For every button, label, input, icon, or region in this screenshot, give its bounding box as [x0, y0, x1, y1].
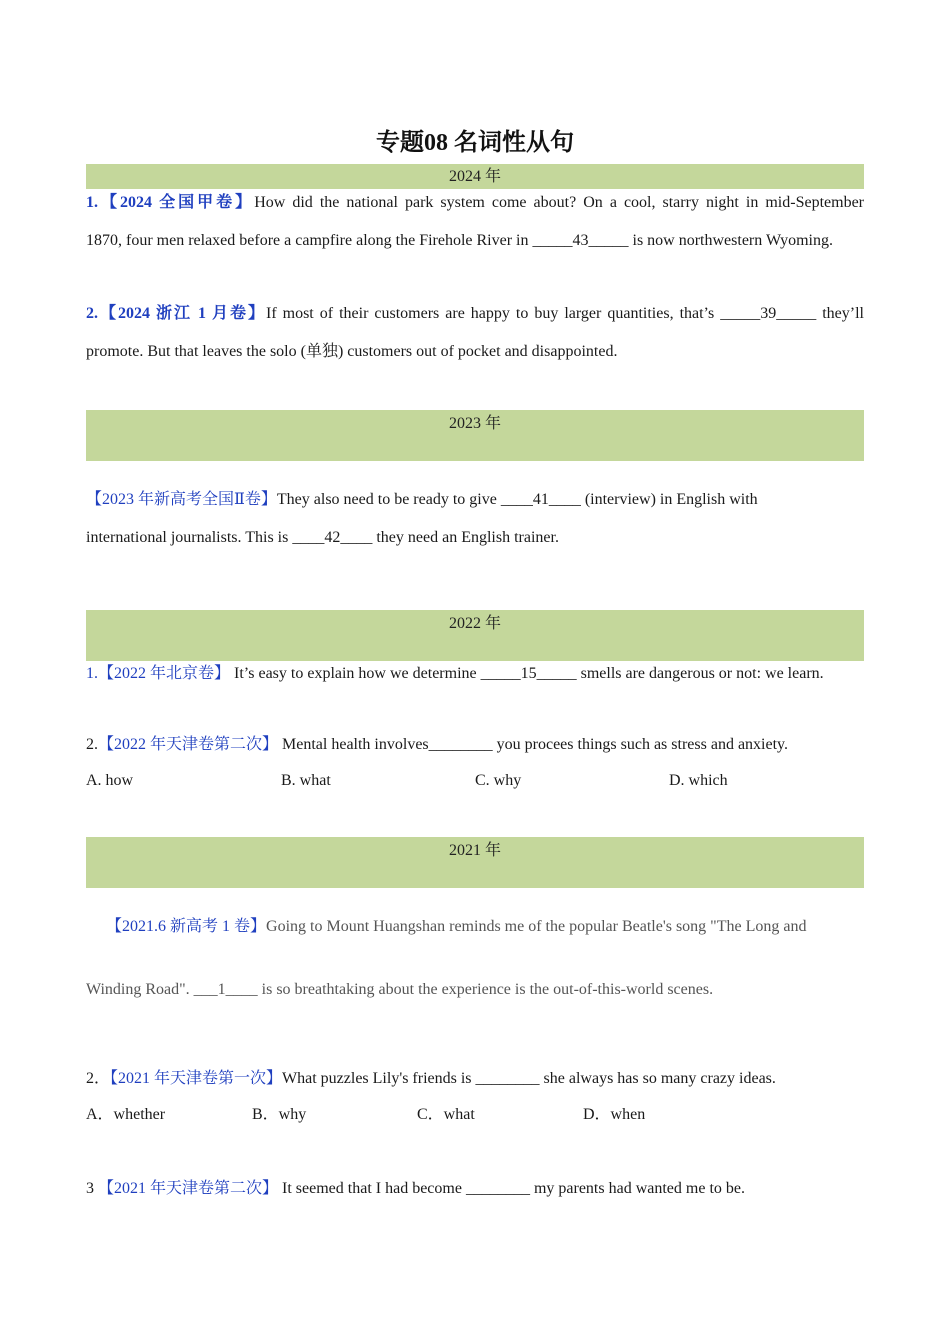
option-a: A. how	[86, 772, 134, 789]
question-text: they need an English trainer.	[372, 529, 559, 546]
question-source: 【2024 全国甲卷】	[98, 194, 255, 211]
question-2022-2	[86, 735, 864, 755]
question-text: It seemed that I had become ________ my parents had wanted me to be.	[278, 1180, 745, 1197]
question-2024-2-line-2	[86, 342, 864, 362]
year-label: 2021 年	[448, 842, 501, 859]
answer-blank: ____41____	[500, 491, 581, 508]
question-source: 【2024 浙江 1 月卷】	[98, 305, 266, 322]
option-a: A．whether	[86, 1106, 166, 1123]
answer-blank: _____15_____	[480, 665, 577, 682]
question-text: Mental health involves________ you procees things such as stress and anxiety.	[278, 736, 788, 753]
question-text: Going to Mount Huangshan reminds me of the popular Beatle's song "The Long and	[266, 918, 807, 935]
question-text: If most of their customers are happy to buy larger quantities, that’s	[265, 305, 721, 322]
question-2021-2	[86, 1069, 864, 1089]
question-2021-1-line-1	[106, 917, 864, 937]
question-source: 【2023 年新高考全国Ⅱ卷】	[86, 491, 277, 508]
question-number: 3	[86, 1180, 98, 1197]
question-text: Winding Road".	[86, 981, 194, 998]
year-band-2021	[86, 837, 864, 888]
question-text: How did the national park system come about? On a cool, starry night in mid-September	[254, 194, 864, 211]
answer-blank: ___1____	[193, 981, 258, 998]
question-2021-1-line-2	[86, 980, 864, 1000]
question-number: 1.	[86, 194, 98, 211]
option-d: D. which	[669, 772, 728, 789]
option-b: B．why	[252, 1106, 307, 1123]
question-2023-1-line-1	[86, 490, 864, 510]
question-source: 【2022 年天津卷第二次】	[98, 736, 279, 753]
question-2024-1-line-2	[86, 231, 864, 251]
question-text: they’ll	[816, 305, 864, 322]
year-band-2024	[86, 164, 864, 189]
question-text: is now northwestern Wyoming.	[628, 232, 833, 249]
question-2024-1-line-1	[86, 193, 864, 213]
question-2023-1-line-2	[86, 528, 864, 548]
question-2022-1	[86, 664, 864, 684]
question-number: 1.	[86, 665, 98, 682]
option-d: D．when	[583, 1106, 646, 1123]
question-number: 2.	[86, 305, 98, 322]
question-text: is so breathtaking about the experience is the out-of-this-world scenes.	[257, 981, 714, 998]
option-c: C. why	[475, 772, 522, 789]
option-b: B. what	[281, 772, 331, 789]
question-2021-3	[86, 1179, 864, 1199]
question-text: 1870, four men relaxed before a campfire along the Firehole River in	[86, 232, 533, 249]
year-label: 2022 年	[448, 615, 501, 632]
question-text: promote. But that leaves the solo (单独) customers out of pocket and disappointed.	[86, 343, 618, 360]
year-band-2022	[86, 610, 864, 661]
question-text: smells are dangerous or not: we learn.	[576, 665, 824, 682]
year-band-2023	[86, 410, 864, 461]
question-number: 2.	[86, 736, 98, 753]
answer-blank: _____43_____	[532, 232, 629, 249]
question-text: (interview) in English with	[580, 491, 758, 508]
question-source: 【2021 年天津卷第二次】	[98, 1180, 279, 1197]
year-label: 2024 年	[448, 168, 501, 185]
question-source: 【2022 年北京卷】	[98, 665, 231, 682]
question-source: 【2021 年天津卷第一次】	[110, 1070, 283, 1087]
question-text: They also need to be ready to give	[276, 491, 501, 508]
option-c: C．what	[417, 1106, 475, 1123]
question-text: international journalists. This is	[86, 529, 293, 546]
question-number: 2．	[86, 1070, 111, 1087]
question-source: 【2021.6 新高考 1 卷】	[106, 918, 267, 935]
answer-blank: ____42____	[292, 529, 373, 546]
question-text: It’s easy to explain how we determine	[230, 665, 481, 682]
page-title: 专题08 名词性从句	[376, 130, 574, 156]
year-label: 2023 年	[448, 415, 501, 432]
answer-blank: _____39_____	[720, 305, 817, 322]
question-2024-2-line-1	[86, 304, 864, 324]
question-text: What puzzles Lily's friends is ________ she always has so many crazy ideas.	[282, 1070, 776, 1087]
